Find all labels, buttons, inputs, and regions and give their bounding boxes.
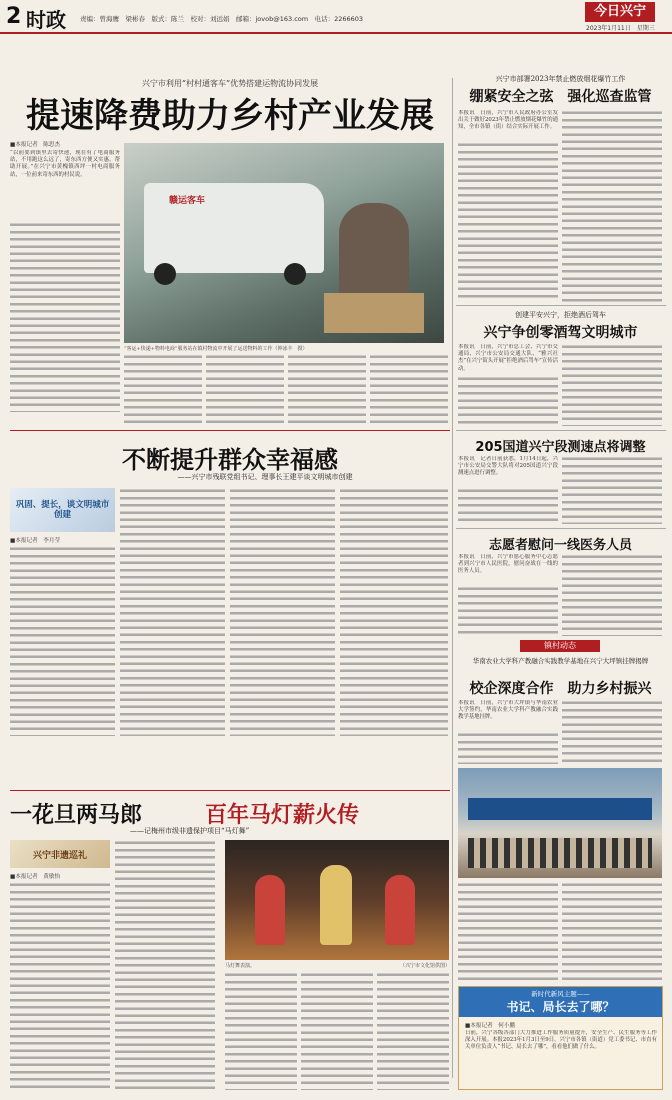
section-tag: 镇村动态: [520, 640, 600, 652]
divider-b: [456, 305, 666, 306]
story-e-col2: [562, 554, 662, 636]
box-headline: 书记、局长去了哪？: [506, 1000, 615, 1014]
story-f-kicker: 华南农业大学科产教融合实践教学基地在兴宁大坪镇挂牌揭牌: [472, 657, 649, 665]
box-kicker: 新时代新风主题——: [531, 990, 590, 998]
story-g-col3: [230, 488, 335, 736]
van-wheel-front: [154, 263, 176, 285]
story-d-headline: 205国道兴宁段测速点将调整: [475, 440, 646, 455]
story-h-col2: [115, 840, 215, 1090]
story-c-col1: [458, 376, 558, 426]
column-divider: [452, 78, 453, 1078]
parcels: [324, 293, 424, 333]
story-f-col4: [562, 882, 662, 982]
divider-c: [456, 430, 666, 431]
story-h-subtitle: ——记梅州市级非遗保护项目“马灯舞”: [130, 827, 250, 835]
story-h-caption-right: （兴宁市文化馆供图）: [399, 963, 450, 969]
dancer-center: [320, 865, 352, 945]
story-e-headline: 志愿者慰问一线医务人员: [488, 538, 632, 553]
story-g-col4: [340, 488, 448, 736]
story-f-headline: 校企深度合作 助力乡村振兴: [469, 681, 652, 697]
main-body-col3: [206, 354, 284, 424]
box-lead: 日前，兴宁各级各部门大力推进工作服务质量提升，安全生产、民生服务等工作深入开展。本报2023年1月3日至9日，兴宁市各镇（街道）党工委书记、市直有关单位负责人“书记、局长去了哪”，看看他们做了什么。: [465, 1030, 657, 1051]
story-c-kicker: 创建平安兴宁，拒绝酒后驾车: [515, 311, 606, 319]
story-d-col2: [562, 456, 662, 524]
story-b-col1: [458, 142, 558, 302]
crowd-shape: [468, 838, 652, 868]
story-h-headline-right: 百年马灯薪火传: [205, 803, 360, 828]
divider-d: [456, 528, 666, 529]
dancer-right: [385, 875, 415, 945]
story-f-lead: 本报讯 日前，兴宁市大坪镇与华南农业大学签约，华南农业大学科产教融合实践教学基地挂牌。: [458, 700, 558, 721]
story-h-photo: [225, 840, 449, 960]
main-headline: 提速降费助力乡村产业发展: [26, 96, 434, 136]
van-wheel-rear: [284, 263, 306, 285]
story-g-byline: ■本报记者 李月莹: [10, 538, 61, 544]
main-photo: [124, 143, 444, 343]
info-box: [458, 986, 663, 1090]
newspaper-logo: 今日兴宁: [585, 2, 655, 22]
main-body-col1: [10, 222, 120, 412]
story-h-photo-tag: [10, 840, 110, 868]
story-f-col1: [458, 732, 558, 764]
story-e-col1: [458, 586, 558, 636]
story-g-photo: [10, 488, 115, 532]
story-b-lead: 本报讯 日前，兴宁市人民政府办公室发出关于做好2023年禁止燃放烟花爆竹的通知，全市各镇（街）结合实际开展工作。: [458, 110, 558, 131]
main-body-col2: [124, 354, 202, 424]
box-byline: ■本报记者 何小鹏: [465, 1023, 516, 1029]
van-sign: 赣运客车: [169, 196, 206, 206]
story-c-headline: 兴宁争创零酒驾文明城市: [483, 325, 638, 341]
story-g-photo-text: 巩固、提长，谈文明城市创建: [15, 500, 110, 520]
story-f-col2: [562, 700, 662, 764]
story-h-col1: [10, 882, 110, 1090]
story-d-lead: 本报讯 记者日前获悉，1月14日起，兴宁市公安局交警大队将对205国道兴宁段测速点进行调整。: [458, 456, 558, 477]
story-b-col2: [562, 110, 662, 302]
story-h-caption-left: 马灯舞表演。: [225, 963, 256, 969]
story-g-subtitle: ——兴宁市残联党组书记、理事长王建平谈文明城市创建: [177, 473, 353, 481]
story-h-photo-text: 兴宁非遗巡礼: [32, 851, 87, 861]
issue-date: 2023年1月11日 星期三: [586, 25, 655, 32]
story-h-col5: [377, 972, 449, 1090]
story-c-col2: [562, 344, 662, 426]
main-kicker: 兴宁市利用“村村通客车”优势搭建运物流协同发展: [141, 79, 319, 88]
divider-g: [10, 430, 450, 431]
story-e-lead: 本报讯 日前，兴宁市慈心服务中心志愿者到兴宁市人民医院，慰问奋战在一线的医务人员。: [458, 554, 558, 575]
page-number: 2: [6, 4, 22, 29]
divider-h: [10, 790, 450, 791]
banner-shape: [468, 798, 652, 820]
story-f-col3: [458, 882, 558, 982]
story-d-col1: [458, 488, 558, 524]
main-body-col4: [288, 354, 366, 424]
story-b-kicker: 兴宁市部署2023年禁止燃放烟花爆竹工作: [495, 75, 626, 83]
story-g-col2: [120, 488, 225, 736]
main-byline: ■本报记者 陈思杰: [10, 142, 61, 148]
story-c-lead: 本报讯 日前，兴宁市总工会、兴宁市交通局、兴宁市公安局交通大队、“雅兴社杰”在兴宁街头开展“拒绝酒后驾车”宣传活动。: [458, 344, 558, 372]
story-h-byline: ■本报记者 黄敏怡: [10, 874, 61, 880]
story-h-col4: [301, 972, 373, 1090]
main-photo-caption: “客运+快递+物料电商”服务站在镇村物流中开展了运送物料的工作（钟冰丰 摄）: [124, 346, 308, 352]
story-g-headline: 不断提升群众幸福感: [122, 446, 338, 474]
story-h-col3: [225, 972, 297, 1090]
main-lead: “以前要到镇里去寄快递，现在有了电商服务站，不用跑这么远了，寄东西方便又实惠，帮助开展。”在兴宁市黄槐镇西坪一村电商服务站，一位前来寄东西的村民说。: [10, 150, 120, 178]
editor-credits: 责编：曾海鹰 梁彬春 版式：陈兰 校对：刘远娟 邮箱：jovob@163.com 电话：2266603: [80, 15, 364, 23]
main-body-col5: [370, 354, 448, 424]
dancer-left: [255, 875, 285, 945]
story-g-col1: [10, 546, 115, 736]
story-h-headline-left: 一花旦两马郎: [10, 803, 143, 828]
section-name: 时政: [26, 8, 66, 32]
page-header: [0, 0, 672, 34]
story-f-photo: [458, 768, 662, 878]
story-b-headline: 绷紧安全之弦 强化巡查监管: [469, 89, 652, 105]
